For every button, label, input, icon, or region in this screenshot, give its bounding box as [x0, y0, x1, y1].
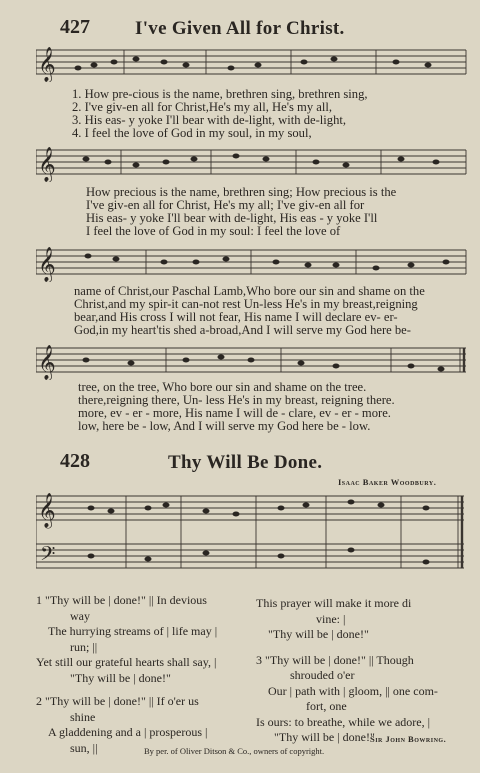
music-staff [36, 488, 468, 584]
composer-credit: Isaac Baker Woodbury. [338, 477, 437, 487]
lyrics-system-4 [78, 381, 395, 433]
lyric-line: tree, on the tree, Who bore our sin and shame on the tree. [78, 380, 367, 394]
lyrics-system-1 [72, 88, 368, 140]
verse-line: way [70, 608, 90, 623]
verse-line: 2 "Thy will be | done!" || If o'er us [36, 694, 199, 708]
verse-line: shrouded o'er [290, 668, 355, 682]
music-staff [36, 244, 468, 282]
lyric-line: Christ,and my spir-it can-not rest Un-less He's in my breast,reigning [74, 297, 418, 311]
svg-text:𝄞: 𝄞 [38, 47, 56, 82]
lyrics-system-3 [74, 285, 425, 337]
music-staff [36, 144, 468, 182]
lyric-line: 4. I feel the love of God in my soul, in my soul, [72, 126, 312, 140]
lyric-line: I've giv-en all for Christ, He's my all; I've giv-en all for [86, 198, 365, 212]
verse-line: "Thy will be | done!" [274, 730, 375, 744]
lyric-line: name of Christ,our Paschal Lamb,Who bore our sin and shame on the [74, 284, 425, 298]
copyright-notice: By per. of Oliver Ditson & Co., owners of copyright. [144, 746, 325, 756]
svg-text:𝄞: 𝄞 [38, 247, 56, 282]
svg-text:𝄞: 𝄞 [38, 147, 56, 182]
lyric-line: 2. I've giv-en all for Christ,He's my all, He's my all, [72, 100, 333, 114]
verse-line: 3 "Thy will be | done!" || Though [256, 652, 414, 667]
lyric-line: How precious is the name, brethren sing; How precious is the [86, 185, 397, 199]
lyric-line: 3. His eas- y yoke I'll bear with de-light, with de-light, [72, 113, 347, 127]
verse-line: "Thy will be | done!" [268, 627, 369, 641]
lyric-line: there,reigning there, Un- less He's in my breast, reigning there. [78, 393, 395, 407]
lyric-line: I feel the love of God in my soul: I feel the love of [86, 224, 341, 238]
verse-line: 1 "Thy will be | done!" || In devious [36, 593, 207, 607]
hymn-number: 427 [60, 16, 90, 38]
svg-text:𝄞: 𝄞 [38, 345, 56, 380]
hymn-title: I've Given All for Christ. [135, 18, 345, 39]
verse-right-column [256, 596, 438, 746]
verse-line: fort, one [306, 699, 347, 713]
music-staff [36, 44, 468, 82]
lyrics-system-2 [86, 186, 396, 238]
author-credit: Sir John Bowring. [370, 734, 447, 744]
verse-left-column [36, 593, 217, 756]
verse-line: This prayer will make it more di [256, 596, 412, 610]
hymn-number: 428 [60, 450, 90, 472]
verse-line: run; || [70, 639, 98, 654]
svg-text:𝄢: 𝄢 [40, 542, 56, 570]
verse-line: "Thy will be | done!" [70, 670, 171, 685]
lyric-line: 1. How pre-cious is the name, brethren sing, brethren sing, [72, 87, 368, 101]
verse-line: vine: | [316, 611, 346, 626]
verse-line: Is ours: to breathe, while we adore, | [256, 714, 431, 729]
lyric-line: low, here be - low, And I will serve my God here be - low. [78, 419, 371, 433]
svg-text:𝄞: 𝄞 [38, 493, 56, 528]
verse-line: Yet still our grateful hearts shall say, | [36, 655, 217, 669]
lyric-line: more, ev - er - more, His name I will de - clare, ev - er - more. [78, 406, 391, 420]
lyric-line: God,in my heart'tis shed a-broad,And I will serve my God here be- [74, 323, 411, 337]
lyric-line: His eas- y yoke I'll bear with de-light, His eas - y yoke I'll [86, 211, 378, 225]
music-staff [36, 342, 468, 380]
verse-line: sun, || [70, 740, 98, 755]
verse-line: Our | path with | gloom, || one com- [268, 683, 438, 698]
verse-line: shine [70, 709, 96, 724]
hymn-title: Thy Will Be Done. [168, 452, 323, 473]
verse-line: The hurrying streams of | life may | [48, 624, 218, 638]
verse-line: A gladdening and a | prosperous | [48, 725, 208, 739]
lyric-line: bear,and His cross I will not fear, His name I will declare ev- er- [74, 310, 398, 324]
